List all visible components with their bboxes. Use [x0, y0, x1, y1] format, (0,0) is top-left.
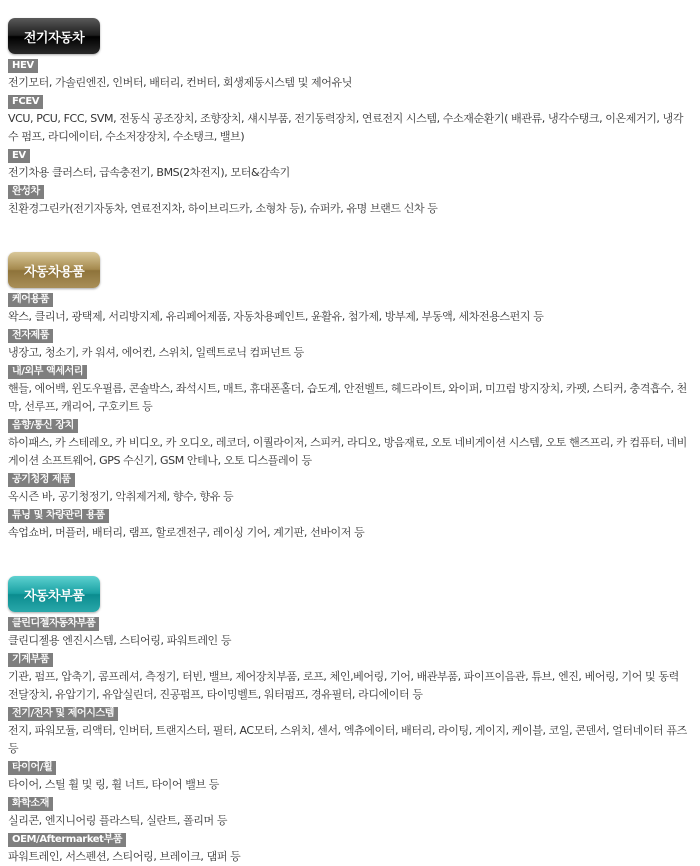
section-banner-parts: 자동차부품 [8, 576, 100, 612]
category-tag: 전기/전자 및 제어시스템 [8, 707, 118, 721]
section-banner-ev: 전기자동차 [8, 18, 100, 54]
category-description: 클린디젤용 엔진시스템, 스티어링, 파워트레인 등 [8, 634, 232, 647]
category-tag: 타이어/휠 [8, 761, 56, 775]
category-description: 하이패스, 카 스테레오, 카 비디오, 카 오디오, 레코더, 이퀄라이저, 스피커, 라디오, 방음재료, 오토 네비게이션 시스템, 오토 핸즈프리, 카 컴퓨터, 네비게이션 소프트웨어, GPS 수신기, GSM 안테나, 오토 디스플레이 등 [8, 436, 687, 467]
category-description: 핸들, 에어백, 윈도우필름, 콘솔박스, 좌석시트, 매트, 휴대폰홀더, 습도계, 안전벨트, 헤드라이트, 와이퍼, 미끄럼 방지장치, 카펫, 스티커, 충격흡수, 천막, 선루프, 캐리어, 구호키트 등 [8, 382, 687, 413]
category-description: 친환경그린카(전기자동차, 연료전지차, 하이브리드카, 소형차 등), 슈퍼카, 유명 브랜드 신차 등 [8, 202, 438, 215]
category-tag: 공기청정 제품 [8, 473, 75, 487]
category-tag: HEV [8, 59, 38, 73]
category-tag: OEM/Aftermarket부품 [8, 833, 126, 847]
category-tag: 클린디젤자동차부품 [8, 617, 99, 631]
category-tag: 전자제품 [8, 329, 53, 343]
category-description: 타이어, 스틸 휠 및 링, 휠 너트, 타이어 밸브 등 [8, 778, 219, 791]
category-tag: 기계부품 [8, 653, 53, 667]
category-description: 왁스, 클리너, 광택제, 서리방지제, 유리페어제품, 자동차용페인트, 윤활유, 첨가제, 방부제, 부동액, 세차전용스펀지 등 [8, 310, 544, 323]
category-description: 속업쇼버, 머플러, 배터리, 램프, 할로겐전구, 레이싱 기어, 계기판, 선바이저 등 [8, 526, 365, 539]
category-tag: 완성차 [8, 185, 44, 199]
category-description: 냉장고, 청소기, 카 워셔, 에어컨, 스위치, 일렉트로닉 컴퍼넌트 등 [8, 346, 304, 359]
category-description: 전기모터, 가솔린엔진, 인버터, 배터리, 컨버터, 회생제동시스템 및 제어유닛 [8, 76, 352, 89]
category-description: 실리콘, 엔지니어링 플라스틱, 실란트, 폴리머 등 [8, 814, 228, 827]
category-tag: EV [8, 149, 30, 163]
category-description: 전기차용 클러스터, 급속충전기, BMS(2차전지), 모터&감속기 [8, 166, 290, 179]
category-description: 옥시즌 바, 공기청정기, 악취제거제, 향수, 향유 등 [8, 490, 234, 503]
category-description: 파워트레인, 서스펜션, 스티어링, 브레이크, 댐퍼 등 [8, 850, 241, 863]
category-tag: 내/외부 액세서리 [8, 365, 87, 379]
category-tag: 튜닝 및 차량관리 용품 [8, 509, 109, 523]
category-tag: 음향/통신 장치 [8, 419, 78, 433]
category-description: 기관, 펌프, 압축기, 콤프레셔, 측정기, 터빈, 밸브, 제어장치부품, 로프, 체인,베어링, 기어, 배관부품, 파이프이음관, 튜브, 엔진, 베어링, 기어 및 동력전달장치, 유압기기, 유압실린더, 진공펌프, 타이밍벨트, 워터펌프, 경유필터, 라디에이터 등 [8, 670, 679, 701]
category-tag: FCEV [8, 95, 43, 109]
section-banner-accessories: 자동차용품 [8, 252, 100, 288]
category-tag: 화학소재 [8, 797, 53, 811]
category-tag: 케어용품 [8, 293, 53, 307]
category-description: 전지, 파워모듈, 리액터, 인버터, 트랜지스터, 필터, AC모터, 스위치, 센서, 엑츄에이터, 배터리, 라이팅, 게이지, 케이블, 코일, 콘덴서, 얼터네이터 퓨즈 등 [8, 724, 687, 755]
category-description: VCU, PCU, FCC, SVM, 전동식 공조장치, 조향장치, 섀시부품, 전기동력장치, 연료전지 시스템, 수소재순환기( 배관류, 냉각수탱크, 이온제거기, 냉각수 펌프, 라디에이터, 수소저장장치, 수소탱크, 밸브) [8, 112, 684, 143]
